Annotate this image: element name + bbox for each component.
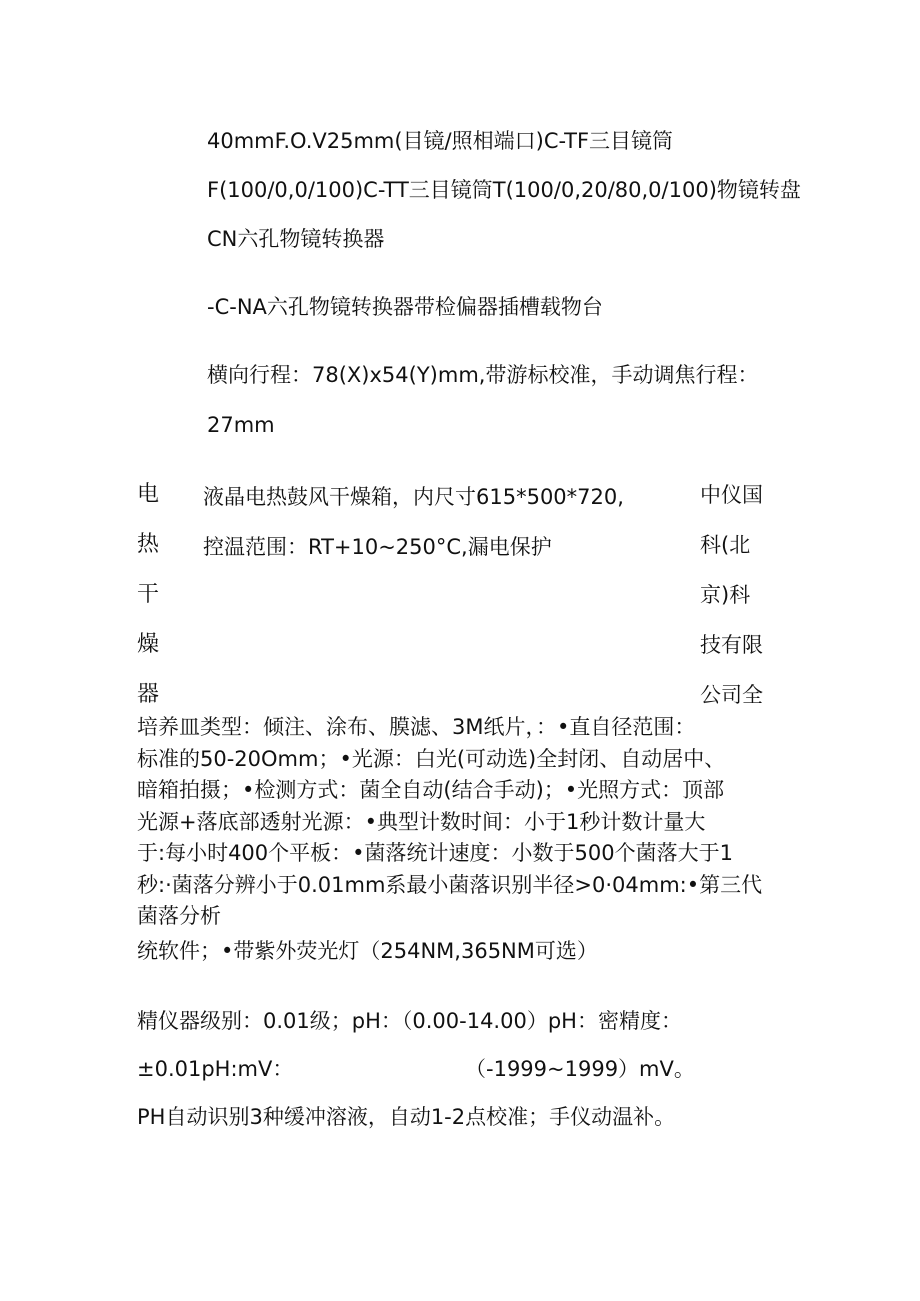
oven-spec-line: 液晶电热鼓风干燥箱，内尺寸615*500*720, — [203, 485, 624, 509]
mv-range-value: （-1999~1999）mV。 — [465, 1057, 695, 1081]
equipment-name-column — [137, 480, 177, 730]
supplier-line: 京)科 — [700, 583, 751, 607]
paragraph-line: 光源+落底部透射光源：•典型计数时间：小于1秒计数计量大 — [137, 809, 706, 834]
spec-line-stage-travel: 横向行程：78(X)x54(Y)mm,带游标校准，手动调焦行程： — [207, 363, 759, 387]
software-uv-lamp-line: 统软件；•带紫外荧光灯（254NM,365NM可选） — [137, 939, 598, 963]
ph-calibration-line: PH自动识别3种缓冲溶液，自动1-2点校准；手仪动温补。 — [137, 1105, 676, 1129]
spec-line-trinocular: F(100/0,0/100)C-TT三目镜筒T(100/0,20/80,0/100)物镜转盘 — [207, 178, 801, 202]
supplier-line: 科(北 — [700, 533, 751, 557]
equipment-name-char: 器 — [137, 682, 160, 707]
supplier-line: 公司全 — [700, 683, 763, 707]
paragraph-line: 菌落分析 — [137, 904, 221, 928]
spec-line-focus-travel: 27mm — [207, 413, 275, 437]
paragraph-line: 于:每小时400个平板：•菌落统计速度：小数于500个菌落大于1 — [137, 841, 733, 865]
equipment-name-char: 电 — [137, 482, 160, 507]
ph-meter-accuracy-line: 精仪器级别：0.01级；pH：（0.00-14.00）pH：密精度： — [137, 1009, 682, 1033]
paragraph-line: 标准的50-20Omm；•光源：白光(可动选)全封闭、自动居中、 — [137, 746, 726, 771]
equipment-name-char: 燥 — [137, 632, 160, 657]
supplier-column — [700, 480, 790, 730]
supplier-line: 技有限 — [700, 633, 763, 657]
spec-line-nosepiece-analyzer: -C-NA六孔物镜转换器带检偏器插槽载物台 — [207, 295, 603, 319]
equipment-name-char: 热 — [137, 532, 160, 557]
paragraph-line: 秒:·菌落分辨小于0.01mm系最小菌落识别半径>0·04mm:•第三代 — [137, 872, 763, 897]
oven-spec-line: 控温范围：RT+10~250°C,漏电保护 — [203, 535, 552, 559]
supplier-line: 中仪国 — [700, 483, 763, 507]
ph-mv-precision-label: ±0.01pH:mV： — [137, 1057, 294, 1081]
spec-line-nosepiece: CN六孔物镜转换器 — [207, 227, 385, 251]
equipment-name-char: 干 — [137, 582, 160, 607]
colony-counter-spec-paragraph — [137, 712, 787, 933]
paragraph-line: 暗箱拍摄；•检测方式：菌全自动(结合手动)；•光照方式：顶部 — [137, 778, 725, 802]
paragraph-line: 培养皿类型：倾注、涂布、膜滤、3M纸片，：•直自径范围： — [137, 715, 696, 739]
spec-line-eyepiece: 40mmF.O.V25mm(目镜/照相端口)C-TF三目镜筒 — [207, 129, 674, 153]
